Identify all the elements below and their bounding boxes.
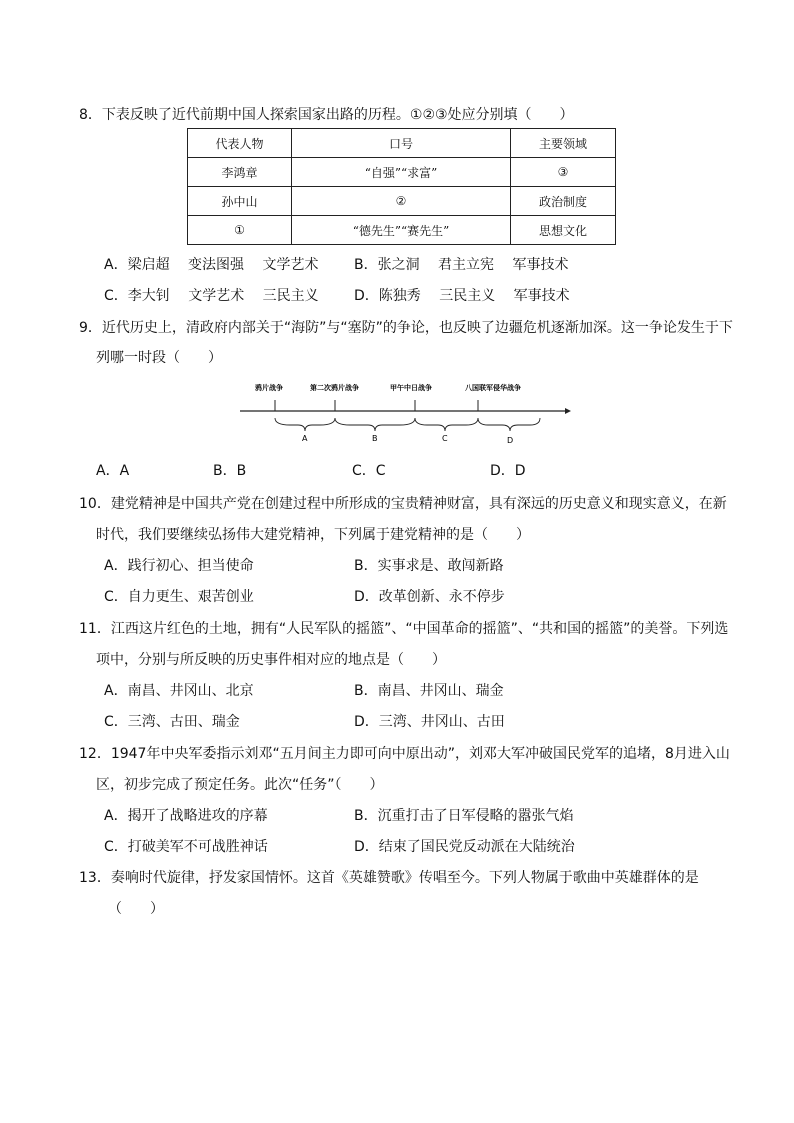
- q8-option-d[interactable]: D．陈独秀 三民主义 军事技术: [354, 288, 570, 304]
- table-cell: ③: [511, 158, 616, 187]
- q9-timeline-figure: [230, 378, 580, 448]
- table-header-cell: 口号: [292, 129, 511, 158]
- q10-option-a[interactable]: A．践行初心、担当使命: [104, 558, 254, 574]
- table-cell: 孙中山: [188, 187, 292, 216]
- q12-stem-line2: 区，初步完成了预定任务。此次“任务”（ ）: [96, 777, 384, 793]
- table-cell: ①: [188, 216, 292, 245]
- q11-stem-line1: 11．江西这片红色的土地，拥有“人民军队的摇篮”、“中国革命的摇篮”、“共和国的摇篮”的美誉。下列选: [79, 621, 729, 637]
- q10-option-d[interactable]: D．改革创新、永不停步: [354, 589, 505, 605]
- timeline-segment-label: A: [302, 434, 308, 443]
- q12-option-c[interactable]: C．打破美军不可战胜神话: [104, 839, 268, 855]
- q9-stem-line2: 列哪一时段（ ）: [96, 350, 222, 366]
- q11-option-a[interactable]: A．南昌、井冈山、北京: [104, 683, 254, 699]
- table-row: [188, 187, 616, 216]
- q11-option-b[interactable]: B．南昌、井冈山、瑞金: [354, 683, 504, 699]
- q11-option-d[interactable]: D．三湾、井冈山、古田: [354, 714, 505, 730]
- timeline-segment-label: D: [507, 436, 514, 445]
- timeline-segment-label: B: [372, 434, 378, 443]
- table-cell: 政治制度: [511, 187, 616, 216]
- table-cell: “德先生”“赛先生”: [292, 216, 511, 245]
- table-row: [188, 216, 616, 245]
- timeline-brace-b: [335, 418, 415, 431]
- timeline-event-label: 甲午中日战争: [390, 384, 432, 392]
- q10-option-c[interactable]: C．自力更生、艰苦创业: [104, 589, 254, 605]
- q13-stem-line2: （ ）: [108, 901, 164, 917]
- table-cell: 思想文化: [511, 216, 616, 245]
- q8-option-c[interactable]: C．李大钊 文学艺术 三民主义: [104, 288, 319, 304]
- table-header-row: [188, 129, 616, 158]
- table-cell: ②: [292, 187, 511, 216]
- q13-stem-line1: 13．奏响时代旋律，抒发家国情怀。这首《英雄赞歌》传唱至今。下列人物属于歌曲中英雄群体的是: [79, 870, 699, 886]
- timeline-brace-d: [478, 418, 540, 431]
- q10-stem-line2: 时代，我们要继续弘扬伟大建党精神，下列属于建党精神的是（ ）: [96, 527, 530, 543]
- timeline-event-label: 第二次鸦片战争: [310, 384, 359, 392]
- timeline-event-label: 八国联军侵华战争: [465, 384, 521, 392]
- q8-stem: 8．下表反映了近代前期中国人探索国家出路的历程。①②③处应分别填（ ）: [79, 107, 574, 123]
- q10-stem-line1: 10．建党精神是中国共产党在创建过程中所形成的宝贵精神财富，具有深远的历史意义和现实意义，在新: [79, 496, 727, 512]
- table-cell: 李鸿章: [188, 158, 292, 187]
- table-header-cell: 主要领域: [511, 129, 616, 158]
- q8-option-a[interactable]: A．梁启超 变法图强 文学艺术: [104, 257, 319, 273]
- q9-option-b[interactable]: B．B: [213, 463, 247, 479]
- q9-option-a[interactable]: A．A: [96, 463, 130, 479]
- q11-option-c[interactable]: C．三湾、古田、瑞金: [104, 714, 240, 730]
- q8-table: [187, 128, 616, 245]
- q8-option-b[interactable]: B．张之洞 君主立宪 军事技术: [354, 257, 569, 273]
- table-header-cell: 代表人物: [188, 129, 292, 158]
- timeline-arrow-icon: [565, 408, 571, 414]
- q12-option-b[interactable]: B．沉重打击了日军侵略的嚣张气焰: [354, 808, 574, 824]
- timeline-brace-a: [275, 418, 335, 431]
- q12-option-d[interactable]: D．结束了国民党反动派在大陆统治: [354, 839, 575, 855]
- timeline-brace-c: [415, 418, 478, 431]
- q9-option-d[interactable]: D．D: [490, 463, 526, 479]
- table-row: [188, 158, 616, 187]
- q9-stem-line1: 9．近代历史上，清政府内部关于“海防”与“塞防”的争论，也反映了边疆危机逐渐加深。这一争论发生于下: [79, 320, 733, 336]
- table-cell: “自强”“求富”: [292, 158, 511, 187]
- timeline-event-label: 鸦片战争: [255, 384, 283, 392]
- q12-stem-line1: 12．1947年中央军委指示刘邓“五月间主力即可向中原出动”，刘邓大军冲破国民党军的追堵，8月进入山: [79, 746, 730, 762]
- q11-stem-line2: 项中，分别与所反映的历史事件相对应的地点是（ ）: [96, 652, 446, 668]
- timeline-segment-label: C: [442, 434, 448, 443]
- q10-option-b[interactable]: B．实事求是、敢闯新路: [354, 558, 504, 574]
- q12-option-a[interactable]: A．揭开了战略进攻的序幕: [104, 808, 268, 824]
- q9-option-c[interactable]: C．C: [352, 463, 386, 479]
